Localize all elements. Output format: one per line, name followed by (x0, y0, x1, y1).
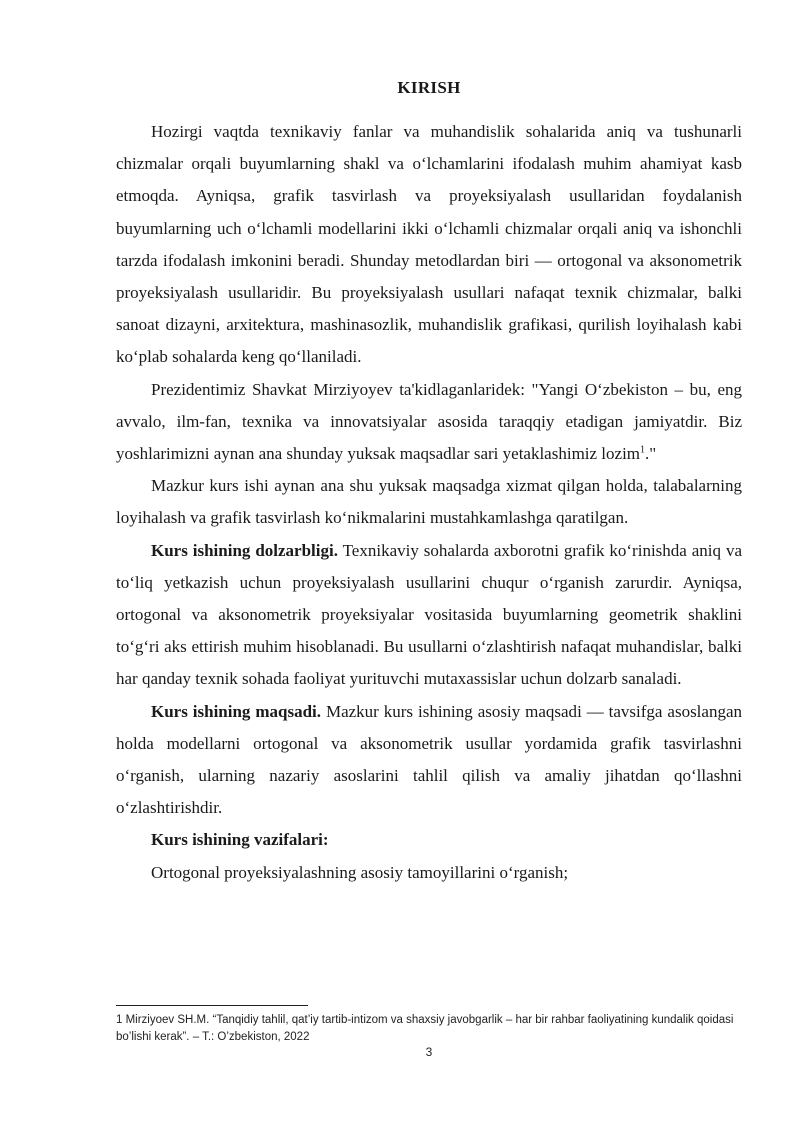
footnote-reference[interactable]: 1 (640, 444, 646, 456)
paragraph-intro: Hozirgi vaqtda texnikaviy fanlar va muhandislik sohalarida aniq va tushunarli chizmalar orqali buyumlarning shakl va o‘lchamlarini ifodalash muhim ahamiyat kasb etmoqda. Ayniqsa, grafik tasvirlash va proyeksiyalash usullaridan foydalanish buyumlarning uch o‘lchamli modellarini ikki o‘lchamli chizmalar orqali aniq va ishonchli tarzda ifodalash imkonini beradi. Shunday metodlardan biri — ortogonal va aksonometrik proyeksiyalash usullaridir. Bu proyeksiyalash usullari nafaqat texnik chizmalar, balki sanoat dizayni, arxitektura, mashinasozlik, muhandislik grafikasi, qurilish loyihalash kabi ko‘plab sohalarda keng qo‘llaniladi. (116, 122, 742, 367)
footnote-divider (116, 1005, 308, 1006)
paragraph-task-item: Ortogonal proyeksiyalashning asosiy tamoyillarini o‘rganish; (151, 862, 569, 882)
relevance-heading: Kurs ishining dolzarbligi. (151, 540, 338, 560)
paragraph-course-purpose: Mazkur kurs ishi aynan ana shu yuksak maqsadga xizmat qilgan holda, talabalarning loyihalash va grafik tasvirlash ko‘nikmalarini mustahkamlashga qaratilgan. (116, 476, 742, 528)
paragraph-relevance (116, 535, 742, 696)
paragraph-president-quote (116, 374, 742, 471)
page-title: KIRISH (397, 78, 461, 97)
quote-end: ." (645, 444, 657, 464)
goal-text: Mazkur kurs ishining asosiy maqsadi — tavsifga asoslangan holda modellarni ortogonal va aksonometrik usullar yordamida grafik tasvirlashni o‘rganish, ularning nazariy asoslarini tahlil qilish va amaliy jihatdan qo‘llashni o‘zlashtirishdir. (116, 701, 742, 818)
body-text (116, 116, 742, 889)
goal-heading: Kurs ishining maqsadi. (151, 701, 322, 721)
relevance-text: Texnikaviy sohalarda axborotni grafik ko‘rinishda aniq va to‘liq yetkazish uchun proyeksiyalash usullarini chuqur o‘rganish zarurdir. Ayniqsa, ortogonal va aksonometrik proyeksiyalar vositasida buyumlarning geometrik shaklini to‘g‘ri aks ettirish muhim hisoblanadi. Bu usullarni o‘zlashtirish nafaqat muhandislar, balki har qanday texnik sohada faoliyat yurituvchi mutaxassislar uchun dolzarb sanaladi. (116, 540, 742, 689)
paragraph-tasks-heading (116, 824, 742, 856)
tasks-heading: Kurs ishining vazifalari: (151, 830, 329, 850)
paragraph-goal (116, 696, 742, 825)
quote-text: Prezidentimiz Shavkat Mirziyoyev ta'kidlaganlaridek: "Yangi O‘zbekiston – bu, eng avvalo, ilm-fan, texnika va innovatsiyalar asosida taraqqiy etadigan jamiyatdir. Biz yoshlarimizni aynan ana shunday yuksak maqsadlar sari yetaklashimiz lozim (116, 379, 742, 464)
footnote: 1 Mirziyoev SH.M. “Tanqidiy tahlil, qat’iy tartib-intizom va shaxsiy javobgarlik – har bir rahbar faoliyatining kundalik qoidasi bo’lishi kerak”. – T.: O’zbekiston, 2022 (116, 1014, 734, 1043)
page-number: 3 (425, 1045, 433, 1059)
